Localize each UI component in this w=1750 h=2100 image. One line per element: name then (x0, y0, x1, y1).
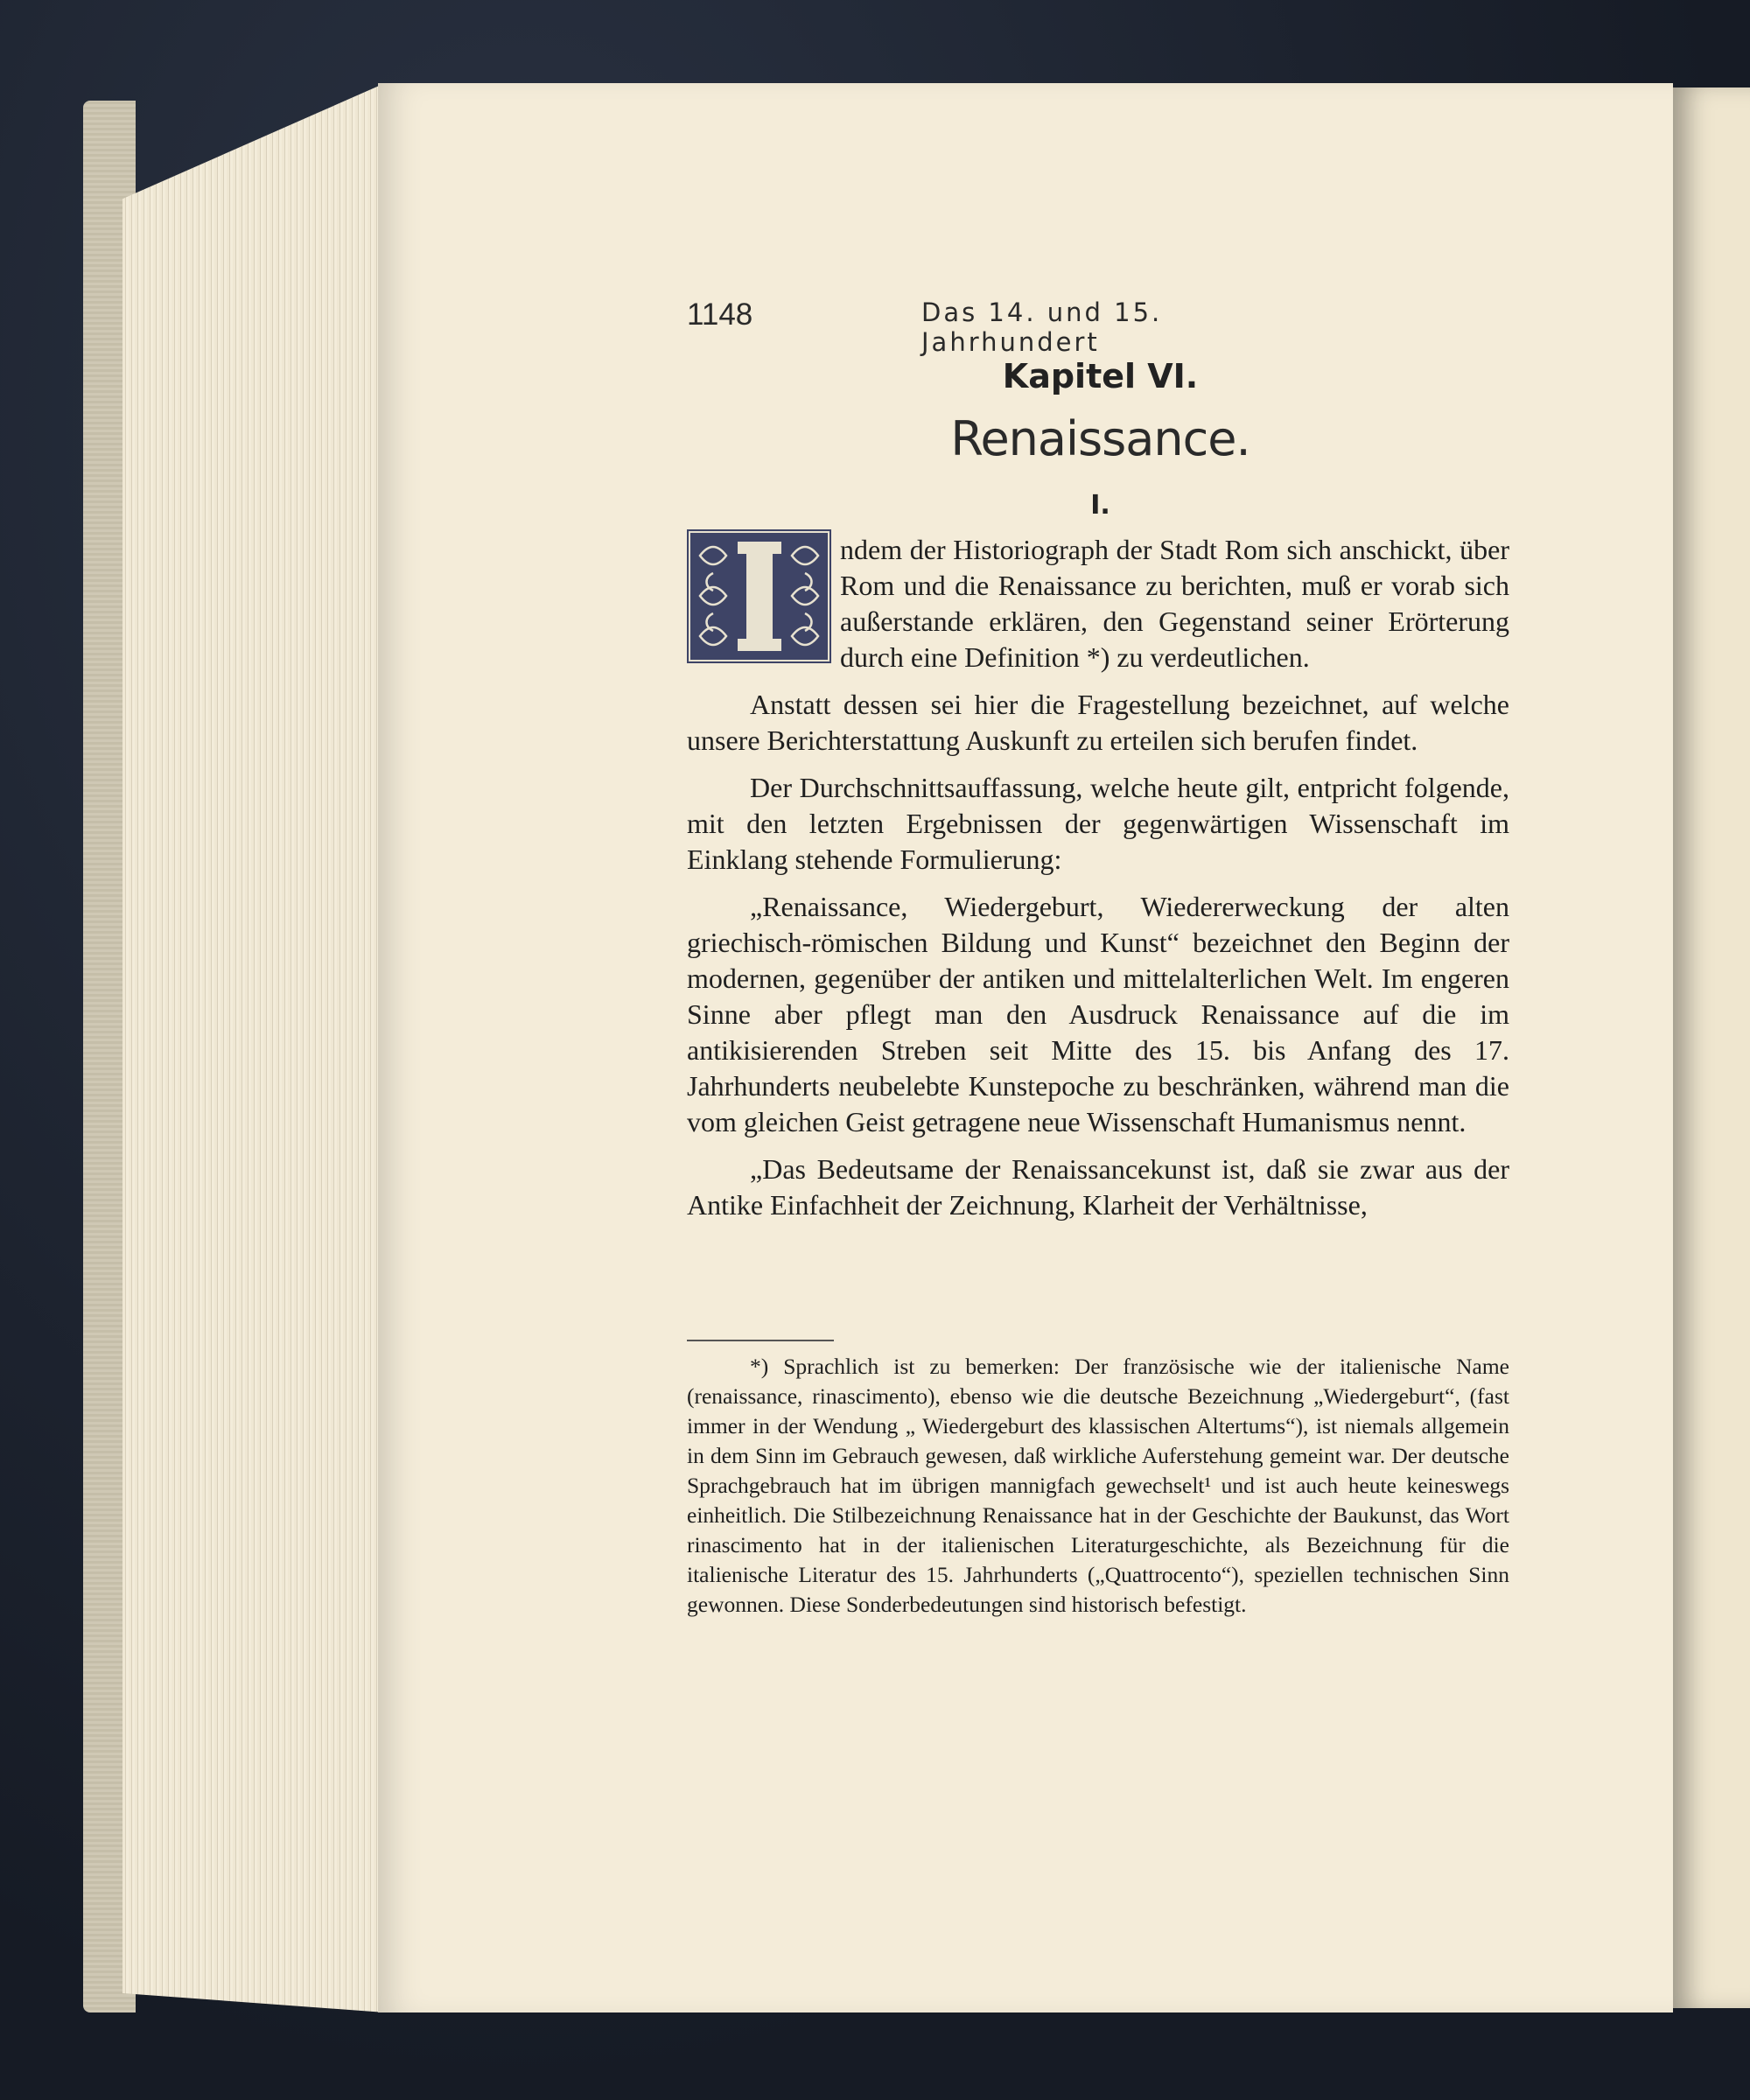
dropcap-spacer (687, 532, 840, 672)
section-number: I. (1090, 490, 1110, 521)
paragraph-3: Der Durchschnittsauffassung, welche heute gilt, entpricht folgende, mit den letzten Ergebnissen der gegenwärtigen Wissenschaft im Einklang stehende Formulierung: (687, 772, 1509, 875)
running-header (687, 298, 1299, 357)
page-edges (122, 83, 385, 2012)
paragraph-1: ndem der Historiograph der Stadt Rom sich anschickt, über Rom und die Renaissance zu berichten, muß er vorab sich außerstande erklären, den Gegenstand seiner Erörterung durch eine Definition *) zu verdeutlichen. (840, 534, 1509, 673)
running-title: Das 14. und 15. Jahrhundert (921, 298, 1163, 357)
footnote-rule (687, 1340, 834, 1341)
footnote (687, 1352, 1509, 1620)
body-text (687, 532, 1509, 1235)
chapter-title: Renaissance. (950, 411, 1250, 466)
paragraph-2: Anstatt dessen sei hier die Fragestellung bezeichnet, auf welche unsere Berichterstattung Auskunft zu erteilen sich berufen findet. (687, 689, 1509, 756)
paragraph-4: „Renaissance, Wiedergeburt, Wiedererweckung der alten griechisch-römischen Bildung und Kunst“ bezeichnet den Beginn der modernen, gegenüber der antiken und mittelalterlichen Welt. Im engeren Sinne aber pflegt man den Ausdruck Renaissance auf die im antikisierenden Streben seit Mitte des 15. bis Anfang des 17. Jahrhunderts neubelebte Kunstepoche zu beschränken, während man die vom gleichen Geist getragene neue Wissenschaft Humanismus nennt. (687, 891, 1509, 1138)
paragraph-5: „Das Bedeutsame der Renaissancekunst ist, daß sie zwar aus der Antike Einfachheit der Zeichnung, Klarheit der Verhältnisse, (687, 1153, 1509, 1221)
chapter-label: Kapitel VI. (1002, 357, 1199, 396)
footnote-text: *) Sprachlich ist zu bemerken: Der französische wie der italienische Name (renaissance, rinascimento), ebenso wie die deutsche Bezeichnung „Wiedergeburt“, (fast immer in der Wendung „ Wiedergeburt des klassischen Altertums“), ist niemals allgemein in dem Sinn im Gebrauch gewesen, daß wirkliche Auferstehung gemeint war. Der deutsche Sprachgebrauch hat im übrigen mannigfach gewechselt¹ und ist auch heute keineswegs einheitlich. Die Stilbezeichnung Renaissance hat in der Geschichte der Baukunst, das Wort rinascimento hat in der italienischen Literaturgeschichte, als Bezeichnung für die italienische Literatur des 15. Jahrhunderts („Quattrocento“), speziellen technischen Sinn gewonnen. Diese Sonderbedeutungen sind historisch befestigt. (687, 1354, 1509, 1617)
page-number: 1148 (687, 298, 753, 332)
facing-page-edge (1673, 88, 1750, 2008)
